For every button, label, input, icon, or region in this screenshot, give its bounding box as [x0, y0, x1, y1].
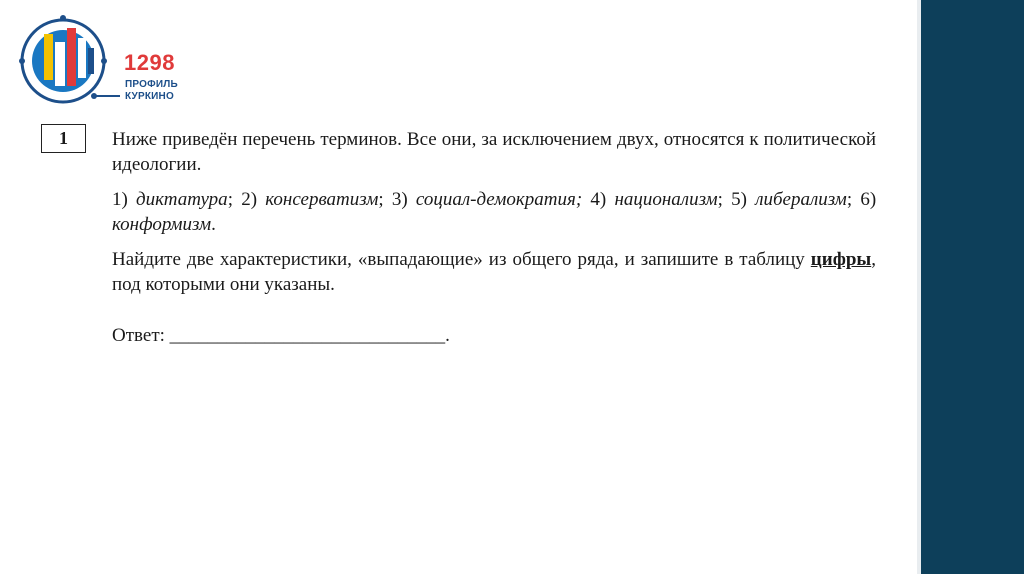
instruction-emphasis: цифры — [810, 249, 872, 270]
right-sidebar — [921, 0, 1024, 574]
term-2-number: 2) — [241, 189, 258, 210]
term-2-sep: ; — [378, 189, 384, 210]
term-4: национализм — [614, 189, 718, 210]
task-instruction — [112, 247, 876, 297]
term-6: конформизм — [112, 214, 212, 235]
term-3-number: 3) — [391, 189, 408, 210]
term-4-sep: ; — [717, 189, 723, 210]
instruction-text-before: Найдите две характеристики, «выпадающие» из общего ряда, и запишите в таблицу — [112, 249, 811, 270]
term-2: консерватизм — [265, 189, 379, 210]
answer-blank[interactable]: _____________________________. — [169, 325, 450, 346]
term-3: социал-демократия; — [415, 189, 583, 210]
term-5: либерализм — [755, 189, 847, 210]
term-1-sep: ; — [227, 189, 233, 210]
term-6-number: 6) — [860, 189, 877, 210]
term-1: диктатура — [136, 189, 228, 210]
term-6-sep: . — [211, 214, 216, 235]
answer-label: Ответ: — [112, 325, 165, 346]
logo-text-line1: ПРОФИЛЬ — [125, 79, 178, 90]
term-4-number: 4) — [590, 189, 607, 210]
logo-emblem-icon — [16, 14, 126, 108]
task-intro: Ниже приведён перечень терминов. Все они, за исключением двух, относятся к политической идеологии. — [112, 129, 876, 175]
instruction-text-after: , под которыми они указаны. — [112, 249, 876, 295]
logo-text-line2: КУРКИНО — [125, 91, 174, 102]
term-1-number: 1) — [112, 189, 128, 210]
term-5-number: 5) — [731, 189, 747, 210]
answer-row — [112, 323, 876, 348]
task-number-box: 1 — [41, 124, 86, 153]
task-content — [112, 127, 876, 358]
terms-list — [112, 187, 876, 237]
logo — [16, 14, 186, 108]
logo-number: 1298 — [124, 50, 175, 75]
term-5-sep: ; — [846, 189, 853, 210]
